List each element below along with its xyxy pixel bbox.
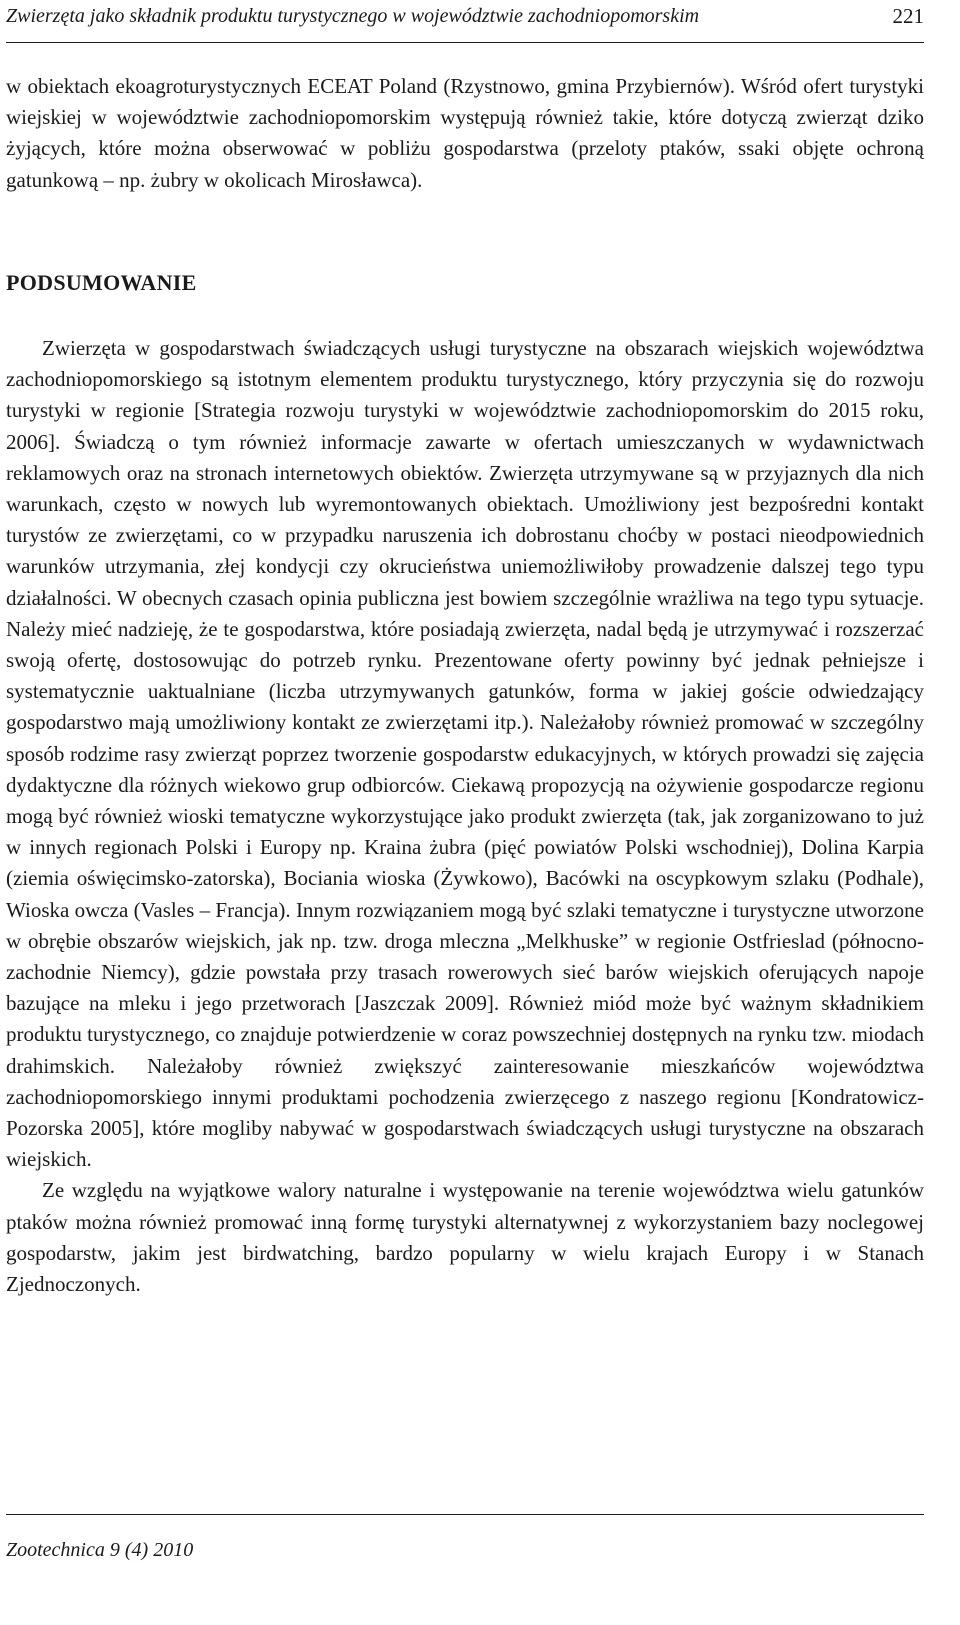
running-footer: Zootechnica 9 (4) 2010 (6, 1539, 194, 1561)
section-paragraph-1: Zwierzęta w gospodarstwach świadczących usługi turystyczne na obszarach wiejskich województwa zachodniopomorskiego są istotnym elementem produktu turystycznego, który przyczynia się do rozwoju turystyki w regionie [Strategia rozwoju turystyki w województwie zachodniopomorskim do 2015 roku, 2006]. Świadczą o tym również informacje zawarte w ofertach umieszczanych w wydawnictwach reklamowych oraz na stronach internetowych obiektów. Zwierzęta utrzymywane są w przyjaznych dla nich warunkach, często w nowych lub wyremontowanych obiektach. Umożliwiony jest bezpośredni kontakt turystów ze zwierzętami, co w przypadku naruszenia ich dobrostanu choćby w postaci nieodpowiednich warunków utrzymania, złej kondycji czy okrucieństwa uniemożliwiłoby prowadzenie dalszej tego typu działalności. W obecnych czasach opinia publiczna jest bowiem szczególnie wrażliwa na tego typu sytuacje. Należy mieć nadzieję, że te gospodarstwa, które posiadają zwierzęta, nadal będą je utrzymywać i rozszerzać swoją ofertę, dostosowując do potrzeb rynku. Prezentowane oferty powinny być jednak pełniejsze i systematycznie uaktualniane (liczba utrzymywanych gatunków, forma w jakiej goście odwiedzający gospodarstwo mają umożliwiony kontakt ze zwierzętami itp.). Należałoby również promować w szczególny sposób rodzime rasy zwierząt poprzez tworzenie gospodarstw edukacyjnych, w których prowadzi się zajęcia dydaktyczne dla różnych wiekowo grup odbiorców. Ciekawą propozycją na ożywienie gospodarcze regionu mogą być również wioski tematyczne wykorzystujące jako produkt zwierzęta (tak, jak zorganizowano to już w innych regionach Polski i Europy np. Kraina żubra (pięć powiatów Polski wschodniej), Dolina Karpia (ziemia oświęcimsko-zatorska), Bociania wioska (Żywkowo), Bacówki na oscypkowym szlaku (Podhale), Wioska owcza (Vasles – Francja). Innym rozwiązaniem mogą być szlaki tematyczne i turystyczne utworzone w obrębie obszarów wiejskich, jak np. tzw. droga mleczna „Melkhuske” w regionie Ostfrieslad (północno-zachodnie Niemcy), gdzie powstała przy trasach rowerowych sieć barów wiejskich oferujących napoje bazujące na mleku i jego przetworach [Jaszczak 2009]. Również miód może być ważnym składnikiem produktu turystycznego, co znajduje potwierdzenie w coraz powszechniej dostępnych na rynku tzw. miodach drahimskich. Należałoby również zwiększyć zainteresowanie mieszkańców województwa zachodniopomorskiego innymi produktami pochodzenia zwierzęcego z naszego regionu [Kondratowicz-Pozorska 2005], które mogliby nabywać w gospodarstwach świadczących usługi turystyczne na obszarach wiejskich. (6, 336, 924, 1172)
document-page (6, 0, 924, 1625)
intro-text-block (6, 71, 924, 196)
running-header (6, 4, 924, 28)
section-heading: PODSUMOWANIE (6, 270, 197, 295)
header-divider (6, 42, 924, 43)
section-body (6, 333, 924, 1300)
page-number: 221 (892, 4, 924, 28)
section-paragraph-2: Ze względu na wyjątkowe walory naturalne i występowanie na terenie województwa wielu gatunków ptaków można również promować inną formę turystyki alternatywnej z wykorzystaniem bazy noclegowej gospodarstw, jakim jest birdwatching, bardzo popularny w wielu krajach Europy i w Stanach Zjednoczonych. (6, 1178, 924, 1297)
running-header-title: Zwierzęta jako składnik produktu turystycznego w województwie zachodniopomorskim (6, 5, 700, 27)
footer-divider (6, 1514, 924, 1515)
intro-paragraph: w obiektach ekoagroturystycznych ECEAT Poland (Rzystnowo, gmina Przybiernów). Wśród ofert turystyki wiejskiej w województwie zachodniopomorskim występują również takie, które dotyczą zwierząt dziko żyjących, które można obserwować w pobliżu gospodarstwa (przeloty ptaków, ssaki objęte ochroną gatunkową – np. żubry w okolicach Mirosławca). (6, 74, 924, 192)
